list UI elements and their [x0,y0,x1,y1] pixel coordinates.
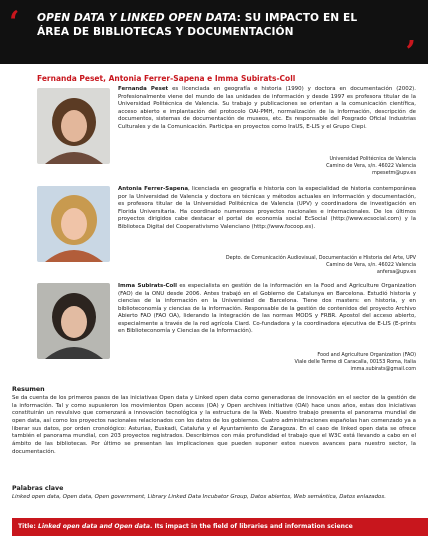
bio-text-subirats [118,283,416,336]
author-photo-ferrer [37,186,110,262]
english-title-bar [12,518,428,536]
bio-name: Antonia Ferrer-Sapena [118,186,189,192]
affiliation-email: mpesetm@upv.es [372,169,416,176]
abstract-text: Se da cuenta de los primeros pasos de las iniciativas Open data y Linked open data como generadoras de innovación en el sector de la gestión de la información. Tal y como supusieron los movimientos Open access (OA) y Open archives initiative (OAI) hace unos años, estas dos iniciativas constituirán un revulsivo que comenzará a innovación tecnológica y la estructura de la Web. Nuestro trabajo presenta el panorama mundial de open data, así como los proyectos nacionales relacionados con los datos de los gobiernos. Cuatro administraciones españolas han comenzado ya a liberar sus datos, por orden cronológico: Asturias, Euskadi, Cataluña y el Ayuntamiento de Zaragoza. En el caso de linked open data se ofrece también el panorama mundial, con 203 proyectos registrados. Describimos con más profundidad el trabajo que el W3C está llevando a cabo en el ámbito de las bibliotecas. Por último se presentan las implicaciones que pueden suponer estos nuevos avances para nuestro sector, la documentación. [12,395,416,455]
affiliation-subirats [295,352,417,372]
article-title-rest: : SU IMPACTO EN EL ÁREA DE BIBLIOTECAS Y DOCUMENTACIÓN [37,12,358,38]
affiliation-address: Camino de Vera, s/n. 46022 Valencia [326,261,416,268]
author-photo-peset [37,88,110,164]
close-quote-mark: ’ [405,35,416,70]
author-photo-subirats [37,283,110,359]
bio-body: es licenciada en geografía e historia (1990) y doctora en documentación (2002). Profesionalmente viene del mundo de las unidades de información y desde 1997 es profesora titular de la Universidad Politécnica de Valencia. Su trabajo y publicaciones se orientan a la comunicación científica, acceso abierto e implantación del protocolo OAI-PMH, normalización de la información, descripción de documentos, sistemas de documentación de museos, etc. Es responsable del Posgrado Oficial Industrias Culturales y de la Comunicación. Participa en proyectos como IraUS, E-LIS y el Grupo Ciepi. [118,86,416,130]
article-title [37,11,382,39]
affiliation-institution: Depto. de Comunicación Audiovisual, Documentación e Historia del Arte, UPV [225,255,416,261]
footer-label: Title: [18,523,38,530]
bio-name: Fernanda Peset [118,86,169,92]
portrait-image [37,186,110,262]
bio-text-peset [118,86,416,131]
authors-line: Fernanda Peset, Antonia Ferrer-Sapena e Imma Subirats-Coll [37,74,296,83]
open-quote-mark: ‘ [9,5,20,40]
keywords-text: Linked open data, Open data, Open government, Library Linked Data Incubator Group, Datos abiertos, Web semántica, Datos enlazados. [12,494,386,500]
bio-body: es especialista en gestión de la información en la Food and Agriculture Organization (FAO) de la ONU desde 2006. Antes trabajó en el Gobierno de Catalunya en Barcelona. Estudió historia y ciencias de la información en la Universidad de Barcelona. Tiene dos masters: en historia, y en biblioteconomía y ciencias de la información. Responsable de la gestión de contenidos del proyecto Archivo Abierto FAO (FAO OA), liderando la integración de las normas MODS y FRBR. Apostol del acceso abierto, especialmente a través de la red agrícola Ciard. Co-fundadora y la coordinadora ejecutiva de E-LIS (E-prints en Biblioteconomía y Ciencias de la Información). [118,283,417,335]
keywords-heading: Palabras clave [12,485,64,492]
title-banner [0,0,428,70]
affiliation-ferrer [226,255,416,275]
bio-text-ferrer [118,186,416,231]
affiliation-email: anfersa@upv.es [376,268,416,275]
bio-name: Imma Subirats-Coll [118,283,177,289]
affiliation-address: Camino de Vera, s/n. 46022 Valencia [326,162,416,169]
affiliation-email: imma.subirats@gmail.com [350,365,416,372]
affiliation-institution: Food and Agriculture Organization (FAO) [317,352,416,358]
portrait-image [37,283,110,359]
footer-title-italic: Linked open data and Open data [37,523,151,530]
footer-title-rest: . Its impact in the field of libraries and information science [150,523,353,530]
affiliation-address: Viale delle Terme di Caracalla, 00153 Roma, Italia [294,358,416,365]
bio-body: , licenciada en geografía e historia con la especialidad de historia contemporánea por la Universidad de Valencia y doctora en técnicas y métodos actuales en información y documentación, es profesora titular de la Universidad Politécnica de Valencia (UPV) y coordinadora de investigación en Florida Universitaria. Ha coordinado numerosos proyectos nacionales e internacionales. De los últimos proyectos dirigidos cabe destacar el portal de economía social EcSocial (http://www.ecsocial.com) y la Biblioteca Digital del Cooperativismo Valenciano (http://www.focoop.es). [118,186,416,230]
article-title-italic: OPEN DATA Y LINKED OPEN DATA [37,12,237,24]
affiliation-peset [326,156,416,176]
abstract-heading: Resumen [12,386,45,393]
affiliation-institution: Universidad Politécnica de Valencia [329,156,416,162]
portrait-image [37,88,110,164]
